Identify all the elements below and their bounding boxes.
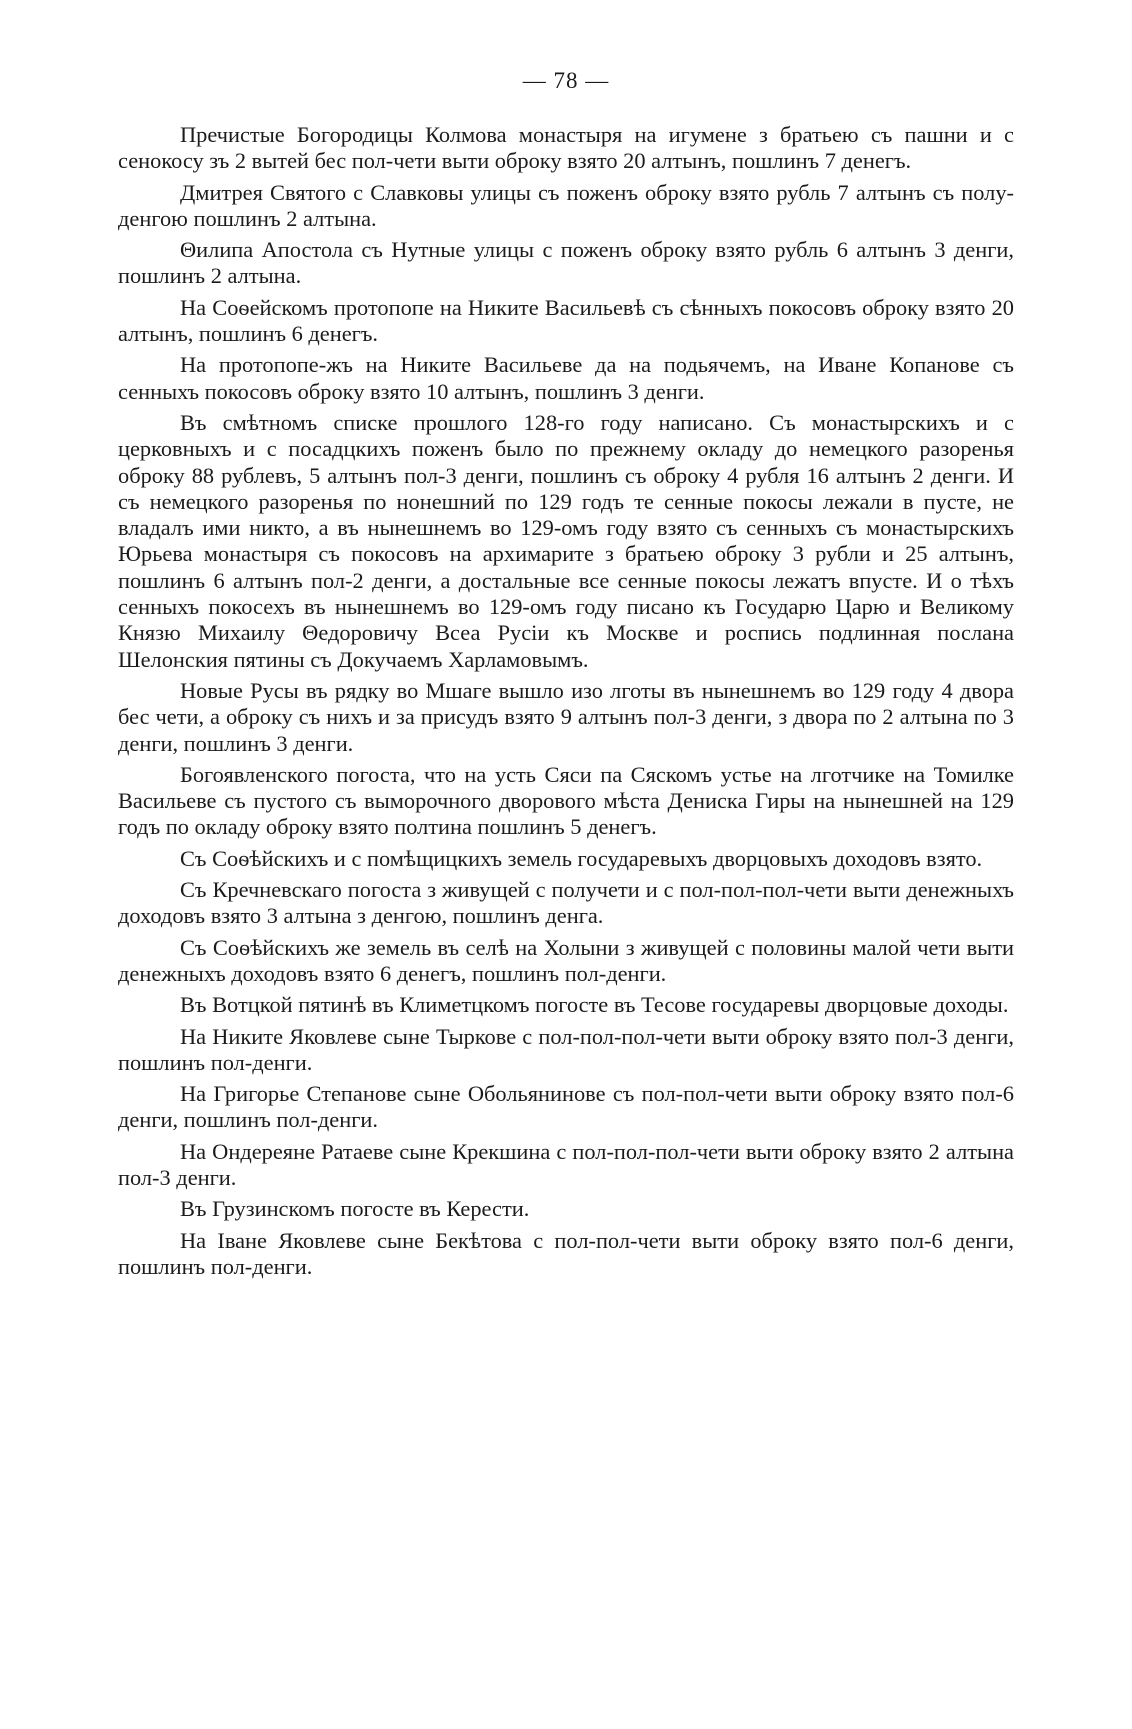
page-number: — 78 — (522, 68, 610, 93)
paragraph: На Iване Яковлеве сыне Бекѣтова с пол-пол-чети выти оброку взято пол-6 денги, пошлинъ пол-денги. (118, 1227, 1014, 1279)
paragraph: Съ Соѳѣйскихъ же земель въ селѣ на Холыни з живущей с половины малой чети выти денежныхъ доходовъ взято 6 денегъ, пошлинъ пол-денги. (118, 934, 1014, 986)
paragraph: На Соѳейскомъ протопопе на Никите Васильевѣ съ сѣнныхъ покосовъ оброку взято 20 алтынъ, пошлинъ 6 денегъ. (118, 294, 1014, 347)
paragraph: Новые Русы въ рядку во Мшаге вышло изо лготы въ нынешнемъ во 129 году 4 двора бес чети, а оброку съ нихъ и за присудъ взято 9 алтынъ пол-3 денги, з двора по 2 алтына по 3 денги, пошлинъ 3 денги. (118, 677, 1014, 756)
paragraph: Богоявленского погоста, что на усть Сяси па Сяскомъ устье на лготчике на Томилке Васильеве съ пустого съ выморочного дворового мѣста Дениска Гиры на нынешней на 129 годъ по окладу оброку взято полтина пошлинъ 5 денегъ. (118, 761, 1014, 840)
paragraph: Въ Вотцкой пятинѣ въ Климетцкомъ погосте въ Тесове государевы дворцовые доходы. (180, 992, 1009, 1018)
paragraph: На Никите Яковлеве сыне Тыркове с пол-пол-пол-чети выти оброку взято пол-3 денги, пошлинъ пол-денги. (118, 1023, 1014, 1075)
paragraph: Θилипа Апостола съ Нутные улицы с поженъ оброку взято рубль 6 алтынъ 3 денги, пошлинъ 2 алтына. (118, 237, 1014, 289)
paragraph: На Григорье Степанове сыне Обольянинове съ пол-пол-чети выти оброку взято пол-6 денги, пошлинъ пол-денги. (118, 1081, 1014, 1133)
paragraph: Съ Кречневскаго погоста з живущей с получети и с пол-пол-пол-чети выти денежныхъ доходовъ взято 3 алтына з денгою, пошлинъ денга. (118, 877, 1014, 929)
paragraph: Въ смѣтномъ списке прошлого 128-го году написано. Съ монастырскихъ и с церковныхъ и с посадцкихъ поженъ было по прежнему окладу до немецкого разоренья оброку 88 рублевъ, 5 алтынъ пол-3 денги, пошлинъ съ оброку 4 рубля 16 алтынъ 2 денги. И съ немецкого разоренья по нонешний по 129 годъ те сенные покосы лежали в пусте, не владалъ ими никто, а въ нынешнемъ во 129-омъ году взято съ сенныхъ съ монастырскихъ Юрьева монастыря съ покосовъ на архимарите з братьею оброку 3 рубли и 25 алтынъ, пошлинъ 6 алтынъ пол-2 денги, а достальные все сенные покосы лежатъ впусте. И о тѣхъ сенныхъ покосехъ въ нынешнемъ во 129-омъ году писано къ Государю Царю и Великому Князю Михаилу Θедоровичу Всеа Русiи къ Москве и роспись подлинная послана Шелонския пятины съ Докучаемъ Харламовымъ. (118, 409, 1014, 672)
paragraph: На Ондереяне Ратаеве сыне Крекшина с пол-пол-пол-чети выти оброку взято 2 алтына пол-3 денги. (118, 1138, 1014, 1190)
text-body (118, 122, 1014, 1285)
paragraph: На протопопе-жъ на Никите Васильеве да на подьячемъ, на Иване Копанове съ сенныхъ покосовъ оброку взято 10 алтынъ, пошлинъ 3 денги. (118, 352, 1014, 404)
paragraph: Съ Соѳѣйскихъ и с помѣщицкихъ земель государевыхъ дворцовыхъ доходовъ взято. (180, 845, 983, 871)
paragraph: Въ Грузинскомъ погосте въ Керести. (180, 1196, 530, 1222)
paragraph: Пречистые Богородицы Колмова монастыря на игумене з братьею съ пашни и с сенокосу зъ 2 вытей бес пол-чети выти оброку взято 20 алтынъ, пошлинъ 7 денегъ. (118, 122, 1014, 174)
paragraph: Дмитрея Святого с Славковы улицы съ поженъ оброку взято рубль 7 алтынъ съ полу-денгою пошлинъ 2 алтына. (118, 179, 1014, 231)
